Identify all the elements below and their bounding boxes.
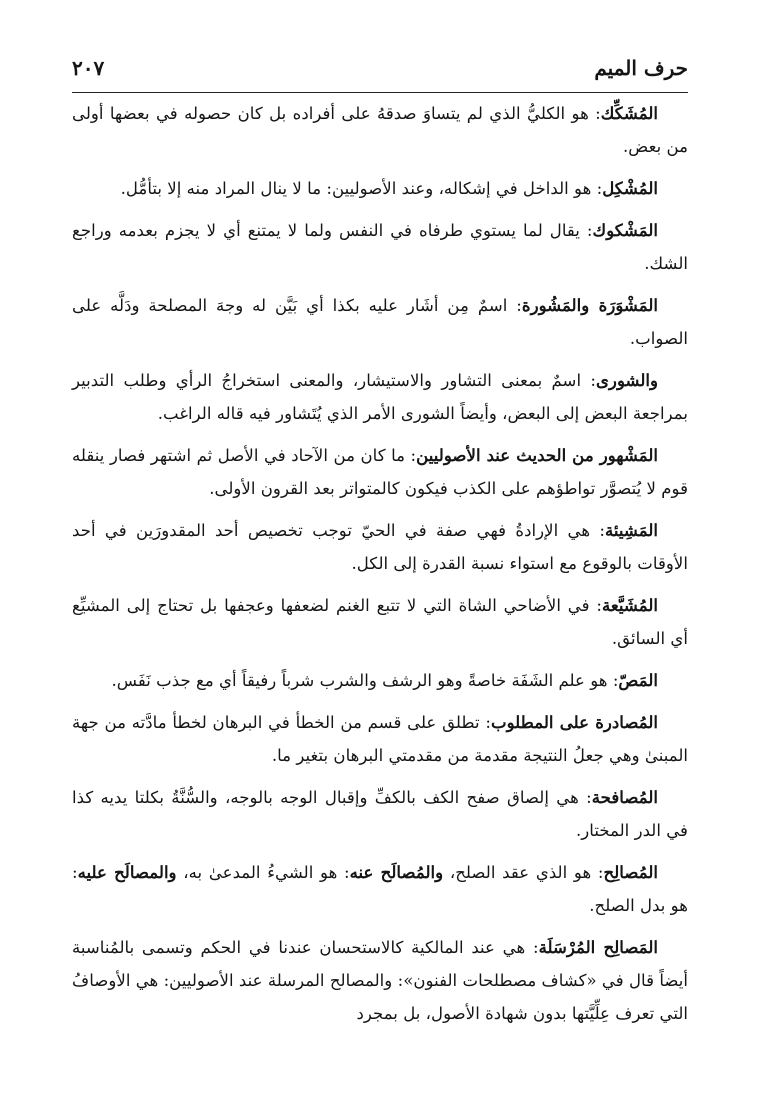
entry-definition: : هو الشيءُ المدعىٰ به، (176, 863, 350, 882)
entry-definition: : اسمٌ بمعنى التشاور والاستيشار، والمعنى استخراجُ الرأي وطلب التدبير بمراجعة البعض إلى البعض، وأيضاً الشورى الأمر الذي يُتَشاور فيه قاله الراغب. (72, 371, 688, 423)
entry-definition: : هي عند المالكية كالاستحسان عندنا في الحكم وتسمى بالمُناسبة أيضاً قال في «كشاف مصطلحات الفنون»: والمصالح المرسلة عند الأصوليين: هي الأوصافُ التي تعرف عِلِّيَّتها بدون شهادة الأصول، بل بمجرد (72, 938, 688, 1023)
entry-mashwara (72, 289, 688, 355)
entry-musafaha (72, 781, 688, 847)
entry-definition: : هو الكليُّ الذي لم يتساوَ صدقهُ على أفراده بل كان حصوله في بعضها أولى من بعض. (72, 104, 688, 156)
entry-term: المُشْكِل (602, 178, 658, 198)
entry-term: المُصافحة (591, 787, 658, 807)
entry-term: والشورى (595, 370, 658, 390)
entry-mashia (72, 514, 688, 580)
entry-term: المُصادرة على المطلوب (490, 712, 659, 732)
page-header (72, 52, 688, 93)
entry-definition: : في الأضاحي الشاة التي لا تتبع الغنم لضعفها وعجفها بل تحتاج إلى المشيِّع أي السائق. (72, 596, 688, 648)
entry-definition: : هو الداخل في إشكاله، وعند الأصوليين: ما لا ينال المراد منه إلا بتأمُّل. (120, 179, 603, 198)
entry-definition: : تطلق على قسم من الخطأ في البرهان لخطأ مادَّته من جهة المبنىٰ وهي جعلُ النتيجة مقدمة من مقدمتي البرهان بتغير ما. (72, 713, 688, 765)
entry-mashhur (72, 439, 688, 505)
entry-mushkil (72, 172, 688, 205)
entry-term: المَصالِح المُرْسَلَة (538, 937, 658, 957)
entry-mushayyaa (72, 589, 688, 655)
entry-mushakkik (72, 97, 688, 163)
entry-term: المُشَكِّك (600, 103, 658, 123)
entry-definition: : اسمٌ مِن أشَار عليه بكذا أي بَيَّن له وجهَ المصلحة ودَلَّه على الصواب. (72, 296, 688, 348)
entry-definition: : هي إلصاق صفح الكف بالكفِّ وإقبال الوجه بالوجه، والسُّنَّةُ بكلتا يديه كذا في الدر المختار. (72, 788, 688, 840)
entry-musalih (72, 856, 688, 922)
entry-definition: : هي الإرادةُ فهي صفة في الحيّ توجب تخصيص أحد المقدورَين في أحد الأوقات بالوقوع مع استواء نسبة القدرة إلى الكل. (72, 521, 688, 573)
entry-mashkuk (72, 214, 688, 280)
entry-term: والمصالَح عليه (77, 862, 177, 882)
entry-definition: : هو بدل الصلح. (72, 863, 688, 915)
entries-list (72, 97, 688, 1030)
entry-shura (72, 364, 688, 430)
entry-term: المُشَيَّعة (602, 595, 658, 615)
entry-term: المَشْكوك (592, 220, 658, 240)
entry-musadara (72, 706, 688, 772)
page-number: ٢٠٧ (72, 56, 105, 80)
dictionary-page (72, 52, 688, 1039)
entry-definition: : هو الذي عقد الصلح، (443, 863, 604, 882)
entry-term: المَشِيئة (605, 520, 658, 540)
chapter-title: حرف الميم (594, 56, 688, 80)
entry-masalih-mursala (72, 931, 688, 1030)
entry-term: المَشْوَرَة والمَشُورة (521, 295, 658, 315)
entry-definition: : يقال لما يستوي طرفاه في النفس ولما لا يمتنع أي لا يجزم بعدمه وراجع الشك. (72, 221, 688, 273)
entry-term: المَشْهور من الحديث عند الأصوليين (416, 445, 658, 465)
entry-term: المُصالِح (603, 862, 658, 882)
entry-term: المَصّ (618, 670, 658, 690)
entry-mass (72, 664, 688, 697)
entry-definition: : ما كان من الآحاد في الأصل ثم اشتهر فصار ينقله قوم لا يُتصوَّر تواطؤهم على الكذب فيكون كالمتواتر بعد القرون الأولى. (72, 446, 688, 498)
entry-term: والمُصالَح عنه (349, 862, 444, 882)
entry-definition: : هو علم الشَفَة خاصةً وهو الرشف والشرب شرباً رفيقاً أي مع جذب نَفَس. (111, 671, 619, 690)
